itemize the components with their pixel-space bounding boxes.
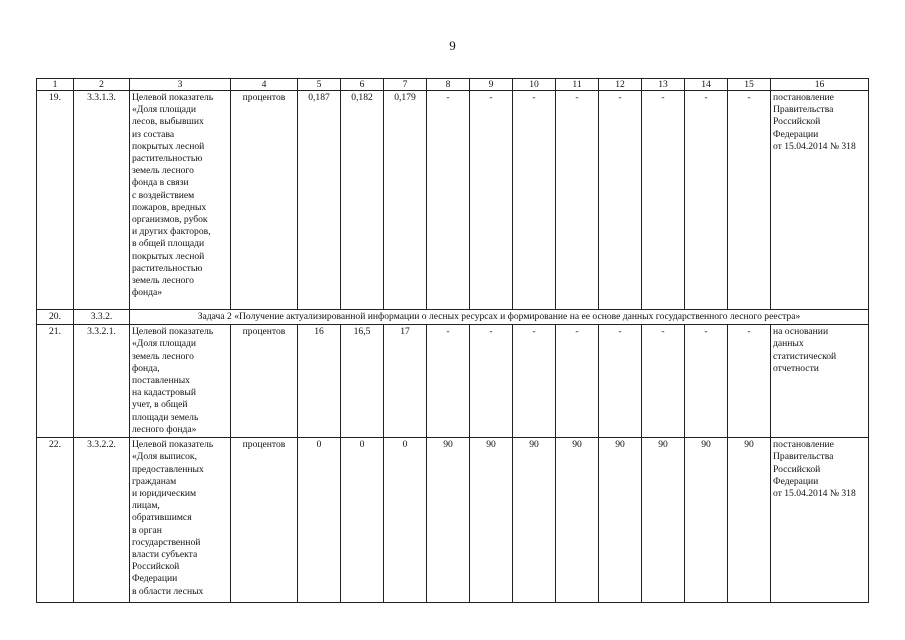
value-cell: - bbox=[642, 91, 685, 310]
unit-cell: процентов bbox=[231, 438, 298, 603]
value-cell: 90 bbox=[728, 438, 771, 603]
value-cell: - bbox=[685, 325, 728, 438]
column-number: 16 bbox=[771, 79, 869, 91]
basis-cell: постановление Правительства Российской Федерации от 15.04.2014 № 318 bbox=[771, 91, 869, 310]
value-cell: - bbox=[685, 91, 728, 310]
value-cell: 16 bbox=[298, 325, 341, 438]
indicator-description: Целевой показатель «Доля площади лесов, выбывших из состава покрытых лесной растительностью земель лесного фонда в связи с воздействием пожаров, вредных организмов, рубок и других факторов, в общей площади покрытых лесной растительностью земель лесного фонда» bbox=[130, 91, 231, 310]
table-row bbox=[37, 438, 869, 603]
value-cell: 16,5 bbox=[341, 325, 384, 438]
column-number: 13 bbox=[642, 79, 685, 91]
column-number: 6 bbox=[341, 79, 384, 91]
basis-cell: постановление Правительства Российской Федерации от 15.04.2014 № 318 bbox=[771, 438, 869, 603]
column-number: 7 bbox=[384, 79, 427, 91]
value-cell: - bbox=[728, 91, 771, 310]
indicator-description: Целевой показатель «Доля площади земель лесного фонда, поставленных на кадастровый учет, в общей площади земель лесного фонда» bbox=[130, 325, 231, 438]
unit-cell: процентов bbox=[231, 325, 298, 438]
row-code: 3.3.2.2. bbox=[74, 438, 130, 603]
value-cell: - bbox=[556, 91, 599, 310]
row-code: 3.3.2.1. bbox=[74, 325, 130, 438]
column-number: 5 bbox=[298, 79, 341, 91]
table-row bbox=[37, 91, 869, 310]
value-cell: 0 bbox=[384, 438, 427, 603]
task-title: Задача 2 «Получение актуализированной информации о лесных ресурсах и формирование на ее основе данных государственного лесного реестра» bbox=[130, 310, 869, 325]
value-cell: - bbox=[599, 325, 642, 438]
task-row bbox=[37, 310, 869, 325]
unit-cell: процентов bbox=[231, 91, 298, 310]
value-cell: 90 bbox=[685, 438, 728, 603]
indicator-description: Целевой показатель «Доля выписок, предоставленных гражданам и юридическим лицам, обратившимся в орган государственной власти субъекта Российской Федерации в области лесных bbox=[130, 438, 231, 603]
value-cell: 0,187 bbox=[298, 91, 341, 310]
row-code: 3.3.1.3. bbox=[74, 91, 130, 310]
column-number: 9 bbox=[470, 79, 513, 91]
column-number: 2 bbox=[74, 79, 130, 91]
column-number: 14 bbox=[685, 79, 728, 91]
value-cell: 0 bbox=[341, 438, 384, 603]
value-cell: 90 bbox=[427, 438, 470, 603]
row-number: 22. bbox=[37, 438, 74, 603]
table-row bbox=[37, 325, 869, 438]
row-number: 19. bbox=[37, 91, 74, 310]
page-number: 9 bbox=[449, 38, 456, 53]
value-cell: 90 bbox=[599, 438, 642, 603]
value-cell: - bbox=[427, 325, 470, 438]
value-cell: - bbox=[513, 91, 556, 310]
row-number: 21. bbox=[37, 325, 74, 438]
column-number-row bbox=[37, 79, 869, 91]
column-number: 4 bbox=[231, 79, 298, 91]
column-number: 3 bbox=[130, 79, 231, 91]
value-cell: 17 bbox=[384, 325, 427, 438]
value-cell: 90 bbox=[513, 438, 556, 603]
row-number: 20. bbox=[37, 310, 74, 325]
row-code: 3.3.2. bbox=[74, 310, 130, 325]
value-cell: 0,179 bbox=[384, 91, 427, 310]
value-cell: - bbox=[728, 325, 771, 438]
basis-cell: на основании данных статистической отчетности bbox=[771, 325, 869, 438]
value-cell: 0,182 bbox=[341, 91, 384, 310]
column-number: 15 bbox=[728, 79, 771, 91]
value-cell: 90 bbox=[642, 438, 685, 603]
column-number: 11 bbox=[556, 79, 599, 91]
column-number: 1 bbox=[37, 79, 74, 91]
value-cell: 90 bbox=[556, 438, 599, 603]
indicators-table bbox=[36, 78, 869, 603]
value-cell: - bbox=[470, 91, 513, 310]
value-cell: 90 bbox=[470, 438, 513, 603]
value-cell: - bbox=[599, 91, 642, 310]
column-number: 12 bbox=[599, 79, 642, 91]
value-cell: - bbox=[513, 325, 556, 438]
value-cell: - bbox=[427, 91, 470, 310]
column-number: 8 bbox=[427, 79, 470, 91]
value-cell: - bbox=[470, 325, 513, 438]
value-cell: - bbox=[556, 325, 599, 438]
value-cell: 0 bbox=[298, 438, 341, 603]
value-cell: - bbox=[642, 325, 685, 438]
column-number: 10 bbox=[513, 79, 556, 91]
